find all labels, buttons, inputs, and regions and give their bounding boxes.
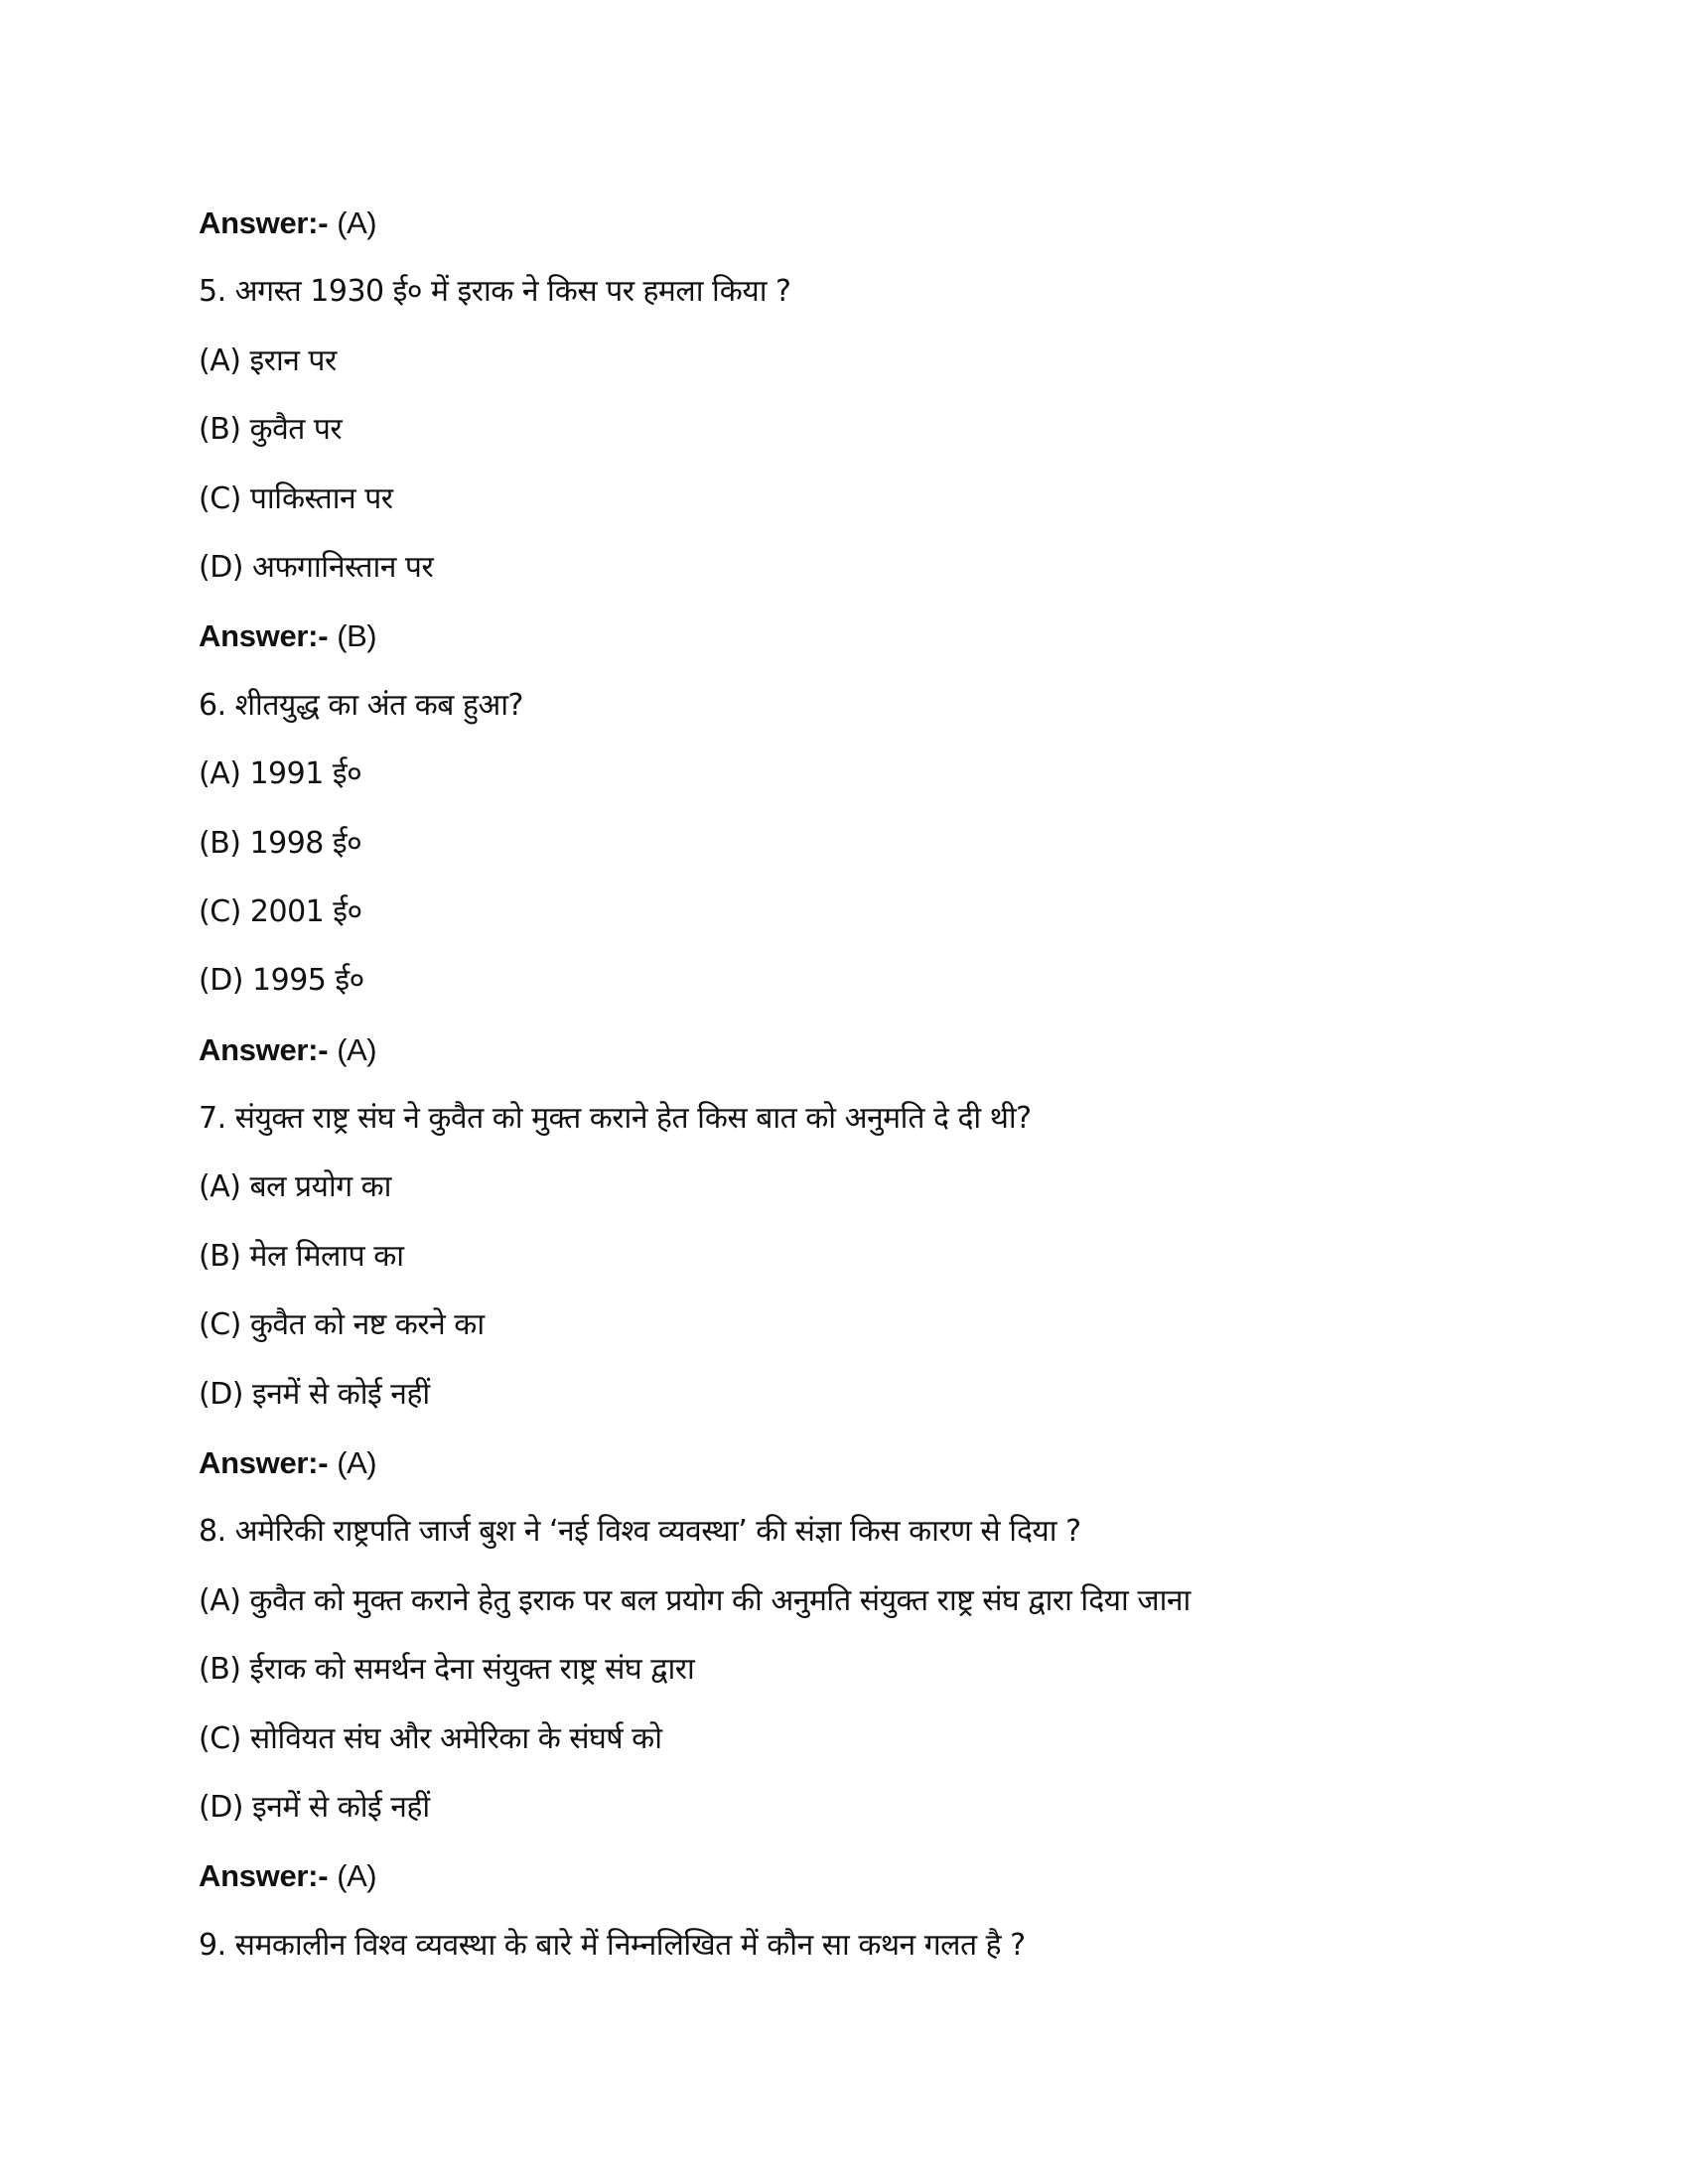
option-a: (A) 1991 ई०	[199, 756, 362, 792]
option-d: (D) इनमें से कोई नहीं	[199, 1789, 430, 1825]
document-page	[199, 189, 1539, 1979]
answer-line-q5	[199, 602, 1539, 670]
option-b: (B) मेल मिलाप का	[199, 1238, 404, 1274]
answer-line-q8	[199, 1842, 1539, 1910]
option-b: (B) ईराक को समर्थन देना संयुक्त राष्ट्र संघ द्वारा	[199, 1652, 695, 1688]
question-9: 9. समकालीन विश्व व्यवस्था के बारे में निम्नलिखित में कौन सा कथन गलत है ?	[199, 1927, 1026, 1963]
option-a: (A) कुवैत को मुक्त कराने हेतु इराक पर बल प्रयोग की अनुमति संयुक्त राष्ट्र संघ द्वारा दिया जाना	[199, 1582, 1191, 1618]
answer-value: (A)	[337, 205, 377, 240]
question-5: 5. अगस्त 1930 ई० में इराक ने किस पर हमला किया ?	[199, 274, 791, 310]
question-7: 7. संयुक्त राष्ट्र संघ ने कुवैत को मुक्त कराने हेत किस बात को अनुमति दे दी थी?	[199, 1101, 1032, 1137]
option-c: (C) पाकिस्तान पर	[199, 480, 393, 516]
answer-label: Answer:-	[199, 1031, 329, 1067]
answer-line-q7	[199, 1429, 1539, 1497]
option-d: (D) अफगानिस्तान पर	[199, 549, 434, 585]
option-a: (A) इरान पर	[199, 342, 337, 378]
option-d: (D) इनमें से कोई नहीं	[199, 1376, 430, 1412]
answer-label: Answer:-	[199, 1445, 329, 1481]
option-c: (C) सोवियत संघ और अमेरिका के संघर्ष को	[199, 1720, 662, 1756]
option-b: (B) कुवैत पर	[199, 412, 343, 448]
question-8: 8. अमेरिकी राष्ट्रपति जार्ज बुश ने ‘नई विश्व व्यवस्था’ की संज्ञा किस कारण से दिया ?	[199, 1514, 1081, 1550]
answer-line-q6	[199, 1016, 1539, 1084]
option-b: (B) 1998 ई०	[199, 825, 362, 861]
answer-value: (A)	[337, 1858, 377, 1894]
answer-label: Answer:-	[199, 205, 329, 240]
option-c: (C) कुवैत को नष्ट करने का	[199, 1307, 485, 1343]
option-d: (D) 1995 ई०	[199, 963, 364, 999]
option-a: (A) बल प्रयोग का	[199, 1169, 391, 1205]
answer-value: (A)	[337, 1031, 377, 1067]
option-c: (C) 2001 ई०	[199, 893, 362, 929]
answer-label: Answer:-	[199, 618, 329, 654]
answer-line-q4	[199, 189, 1539, 257]
answer-label: Answer:-	[199, 1858, 329, 1894]
answer-value: (B)	[337, 618, 377, 654]
answer-value: (A)	[337, 1445, 377, 1481]
question-6: 6. शीतयुद्ध का अंत कब हुआ?	[199, 687, 523, 723]
